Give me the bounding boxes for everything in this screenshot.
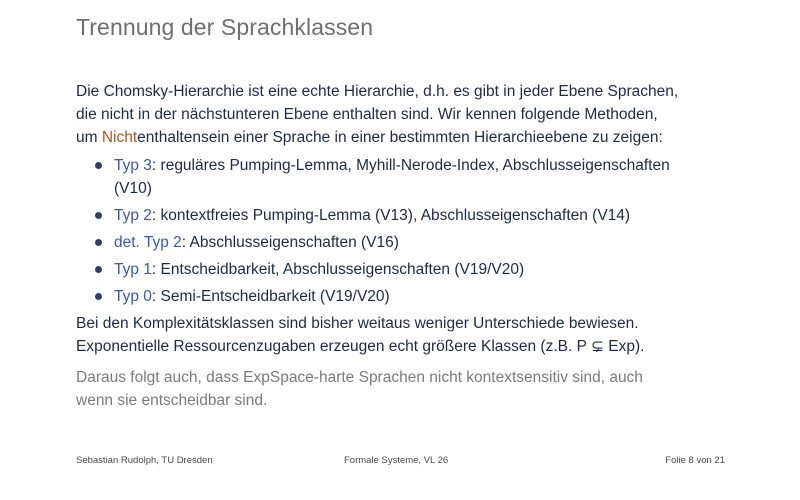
method-text: : Abschlusseigenschaften (V16) xyxy=(181,234,399,251)
bullet-dot-icon xyxy=(95,212,102,219)
method-text: : kontextfreies Pumping-Lemma (V13), Abschlusseigenschaften (V14) xyxy=(151,207,631,224)
method-text: : Semi-Entscheidbarkeit (V19/V20) xyxy=(151,288,390,305)
complexity-line-2: Exponentielle Ressourcenzugaben erzeugen echt größere Klassen (z.B. P ⊊ Exp). xyxy=(76,338,645,355)
language-type-label: Typ 0 xyxy=(114,288,152,305)
footer-slide-number: Folie 8 von 21 xyxy=(665,455,725,466)
footer-course: Formale Systeme, VL 26 xyxy=(344,455,449,466)
method-text-continued: (V10) xyxy=(114,180,152,197)
bullet-dot-icon xyxy=(95,293,102,300)
list-item xyxy=(76,285,736,308)
complexity-paragraph xyxy=(76,312,736,358)
intro-line-3-pre: um xyxy=(76,129,102,146)
bullet-dot-icon xyxy=(95,266,102,273)
language-type-label: det. Typ 2 xyxy=(114,234,182,251)
intro-paragraph xyxy=(76,80,736,149)
method-text: : reguläres Pumping-Lemma, Myhill-Nerode-Index, Abschlusseigenschaften xyxy=(151,157,670,174)
list-item xyxy=(76,204,736,227)
list-item xyxy=(76,154,736,200)
remark-line-1: Daraus folgt auch, dass ExpSpace-harte Sprachen nicht kontextsensitiv sind, auch xyxy=(76,369,643,386)
intro-highlight-nicht: Nicht xyxy=(101,129,138,146)
list-item xyxy=(76,231,736,254)
bullet-dot-icon xyxy=(95,239,102,246)
remark-paragraph xyxy=(76,366,736,412)
list-item xyxy=(76,258,736,281)
intro-line-2: die nicht in der nächstunteren Ebene enthalten sind. Wir kennen folgende Methoden, xyxy=(76,106,658,123)
bullet-dot-icon xyxy=(95,162,102,169)
language-type-label: Typ 1 xyxy=(114,261,152,278)
method-list xyxy=(76,154,736,308)
footer-author: Sebastian Rudolph, TU Dresden xyxy=(76,455,213,466)
slide-title: Trennung der Sprachklassen xyxy=(76,14,374,40)
intro-line-1: Die Chomsky-Hierarchie ist eine echte Hierarchie, d.h. es gibt in jeder Ebene Sprachen, xyxy=(76,83,679,100)
language-type-label: Typ 3 xyxy=(114,157,152,174)
slide-content xyxy=(76,80,736,412)
complexity-line-1: Bei den Komplexitätsklassen sind bisher weitaus weniger Unterschiede bewiesen. xyxy=(76,315,639,332)
language-type-label: Typ 2 xyxy=(114,207,152,224)
remark-line-2: wenn sie entscheidbar sind. xyxy=(76,392,268,409)
method-text: : Entscheidbarkeit, Abschlusseigenschaften (V19/V20) xyxy=(151,261,525,278)
intro-line-3-post: enthaltensein einer Sprache in einer bestimmten Hierarchieebene zu zeigen: xyxy=(137,129,663,146)
